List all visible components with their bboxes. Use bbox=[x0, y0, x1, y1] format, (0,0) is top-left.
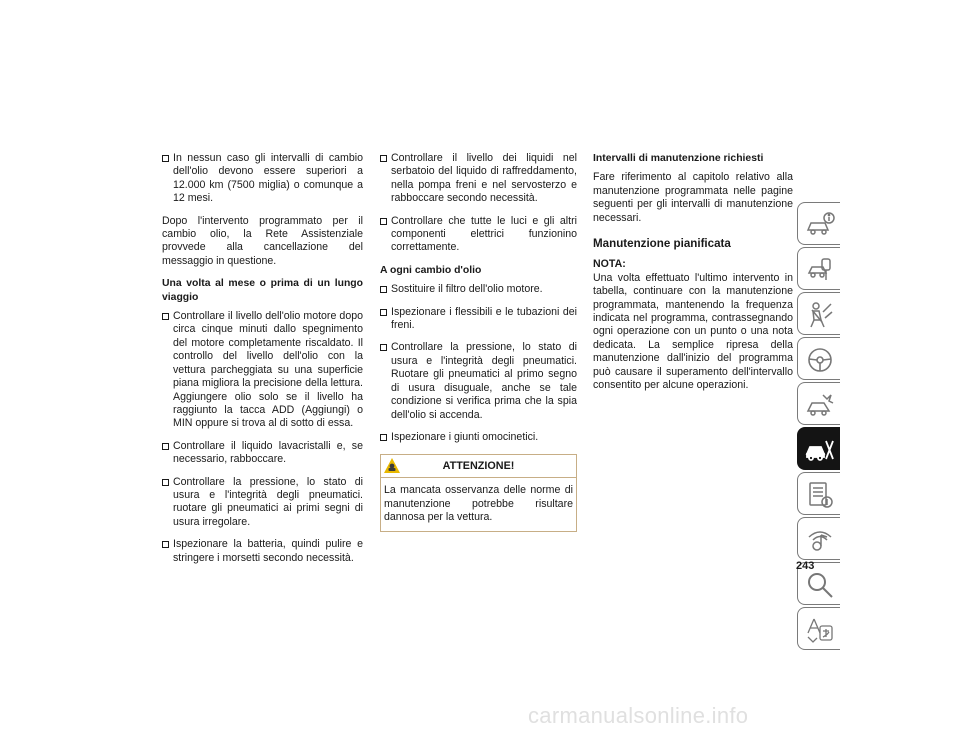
subheading: A ogni cambio d'olio bbox=[380, 264, 482, 276]
note bbox=[593, 258, 793, 392]
list-item: Ispezionare la batteria, quindi pulire e stringere i morsetti secondo necessità. bbox=[162, 538, 363, 565]
watermark: carmanualsonline.info bbox=[528, 703, 749, 728]
checkbox-bullet-icon bbox=[162, 541, 169, 548]
checkbox-bullet-icon bbox=[162, 313, 169, 320]
tab-specifications[interactable] bbox=[797, 472, 840, 515]
list-item: Ispezionare i giunti omocinetici. bbox=[380, 431, 577, 444]
bullet-list bbox=[162, 152, 363, 206]
paragraph: Fare riferimento al capitolo relativo alla manutenzione programmata nelle pagine seguenti per gli intervalli di manutenzione necessari. bbox=[593, 171, 793, 224]
subheading: Intervalli di manutenzione richiesti bbox=[593, 153, 764, 164]
warning-triangle-icon bbox=[383, 457, 401, 474]
checkbox-bullet-icon bbox=[162, 443, 169, 450]
tab-multimedia[interactable] bbox=[797, 517, 840, 560]
note-text: Una volta effettuato l'ultimo intervento in tabella, continuare con la manutenzione programmata, mantenendo la frequenza indicata nel programma, contrassegnando ogni operazione con un punto o una nota dedicata. La semplice ripresa della manutenzione dall'inizio del programma può causare il superamento dell'intervallo consentito per alcune operazioni. bbox=[593, 271, 793, 392]
bullet-list bbox=[162, 310, 363, 565]
chapter-tabs bbox=[797, 202, 840, 652]
checkbox-bullet-icon bbox=[380, 218, 387, 225]
car-info-icon bbox=[805, 210, 835, 240]
bullet-list bbox=[380, 152, 577, 255]
list-item: In nessun caso gli intervalli di cambio dell'olio devono essere superiori a 12.000 km (7500 miglia) o comunque a 12 mesi. bbox=[162, 152, 363, 206]
list-item: Controllare la pressione, lo stato di usura e l'integrità degli pneumatici. Ruotare gli pneumatici al primo segno di usura disuguale, anche se tale condizione si verifica prima che la spia dell'olio si accenda. bbox=[380, 341, 577, 421]
checkbox-bullet-icon bbox=[162, 155, 169, 162]
paragraph: Dopo l'intervento programmato per il cambio olio, la Rete Assistenziale provvede alla cancellazione del messaggio in questione. bbox=[162, 214, 363, 267]
list-item: Sostituire il filtro dell'olio motore. bbox=[380, 283, 577, 296]
checkbox-bullet-icon bbox=[380, 309, 387, 316]
tab-steering-wheel[interactable] bbox=[797, 337, 840, 380]
text-column-1 bbox=[162, 152, 363, 574]
car-service-tools-icon bbox=[805, 435, 835, 465]
list-item: Controllare il livello dei liquidi nel serbatoio del liquido di raffreddamento, nella pompa freni e nel servosterzo e rabboccare secondo necessità. bbox=[380, 152, 577, 206]
checkbox-bullet-icon bbox=[380, 286, 387, 293]
language-icon bbox=[805, 615, 835, 645]
checkbox-bullet-icon bbox=[380, 344, 387, 351]
specifications-list-icon bbox=[805, 480, 835, 510]
list-item: Controllare il livello dell'olio motore dopo circa cinque minuti dallo spegnimento del motore completamente riscaldato. Il controllo del livello dell'olio con la vettura parcheggiata su una superficie piana migliora la precisione della lettura. Aggiungere olio solo se il livello ha raggiunto la tacca ADD (Aggiungi) o MIN oppure si trova al di sotto di essa. bbox=[162, 310, 363, 431]
subheading: Una volta al mese o prima di un lungo viaggio bbox=[162, 278, 363, 303]
tab-language[interactable] bbox=[797, 607, 840, 650]
checkbox-bullet-icon bbox=[380, 434, 387, 441]
tab-car-key[interactable] bbox=[797, 247, 840, 290]
warning-title: ATTENZIONE! bbox=[442, 460, 515, 473]
index-search-icon bbox=[805, 570, 835, 600]
section-title: Manutenzione pianificata bbox=[593, 237, 731, 251]
list-item: Controllare la pressione, lo stato di usura e l'integrità degli pneumatici. ruotare gli pneumatici ai primi segni di usura irregolare. bbox=[162, 476, 363, 530]
list-item: Controllare che tutte le luci e gli altri componenti elettrici funzionino correttamente. bbox=[380, 215, 577, 255]
tab-car-service[interactable] bbox=[797, 427, 840, 470]
warning-text: La mancata osservanza delle norme di manutenzione potrebbe risultare dannosa per la vettura. bbox=[384, 484, 573, 524]
checkbox-bullet-icon bbox=[380, 155, 387, 162]
checkbox-bullet-icon bbox=[162, 479, 169, 486]
bullet-list bbox=[380, 283, 577, 444]
tab-car-info[interactable] bbox=[797, 202, 840, 245]
car-key-icon bbox=[805, 255, 835, 285]
warning-box bbox=[380, 454, 577, 531]
note-label: NOTA: bbox=[593, 258, 626, 271]
steering-wheel-icon bbox=[805, 345, 835, 375]
text-column-3 bbox=[593, 152, 793, 402]
text-column-2 bbox=[380, 152, 577, 532]
list-item: Controllare il liquido lavacristalli e, se necessario, rabboccare. bbox=[162, 440, 363, 467]
list-item: Ispezionare i flessibili e le tubazioni dei freni. bbox=[380, 306, 577, 333]
tab-seatbelt-airbag[interactable] bbox=[797, 292, 840, 335]
car-crash-icon bbox=[805, 390, 835, 420]
page-number: 243 bbox=[796, 560, 815, 572]
seatbelt-airbag-icon bbox=[805, 300, 835, 330]
warning-header bbox=[381, 455, 576, 478]
multimedia-icon bbox=[805, 525, 835, 555]
tab-car-crash[interactable] bbox=[797, 382, 840, 425]
